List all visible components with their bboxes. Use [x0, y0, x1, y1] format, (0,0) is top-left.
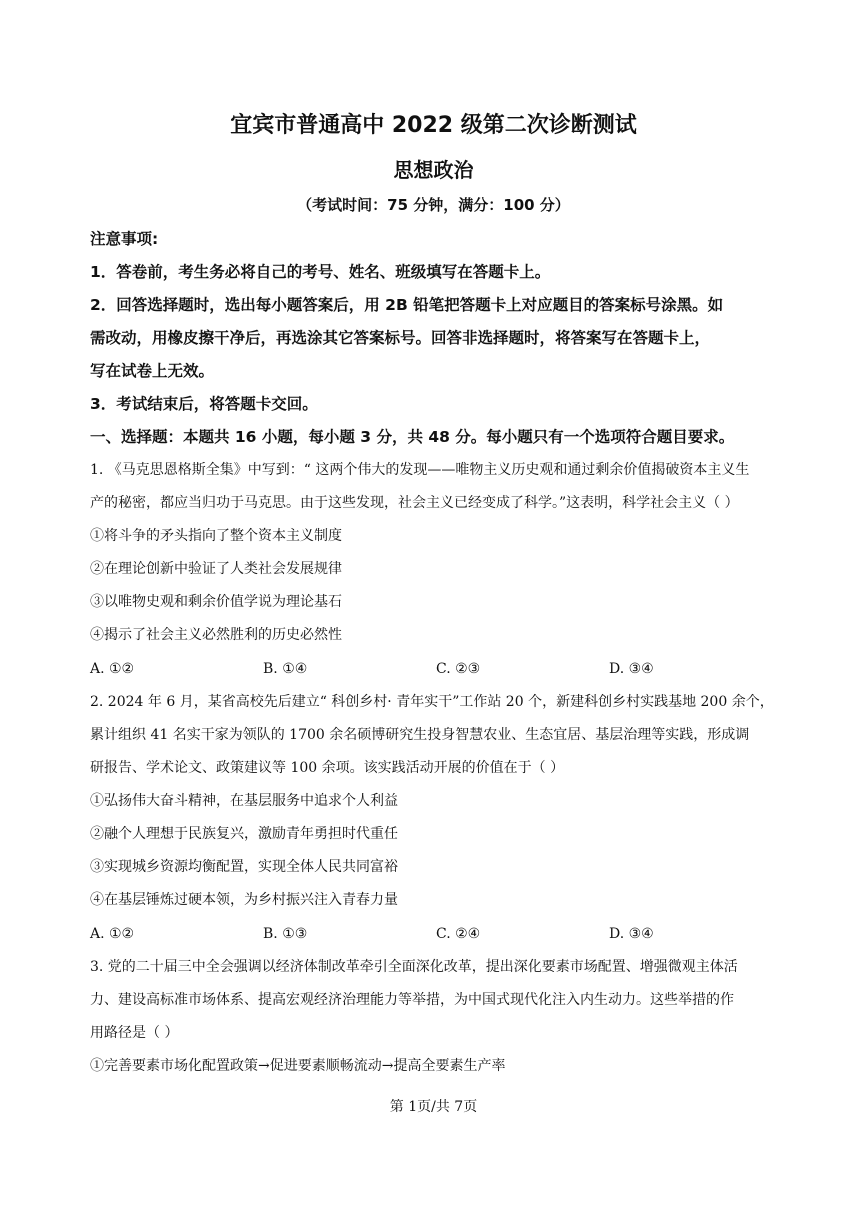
notice-heading: 注意事项: — [90, 230, 159, 248]
notice-item: 3．考试结束后，将答题卡交回。 — [90, 395, 318, 413]
question-statement: ①完善要素市场化配置政策→促进要素顺畅流动→提高全要素生产率 — [90, 1058, 506, 1074]
subject-title: 思想政治 — [393, 158, 474, 182]
question-statement: ③以唯物史观和剩余价值学说为理论基石 — [90, 594, 342, 610]
question-stem: 研报告、学术论文、政策建议等 100 余项。该实践活动开展的价值在于（ ） — [90, 760, 565, 776]
option-c: C. ②③ — [436, 661, 481, 677]
question-statement: ②在理论创新中验证了人类社会发展规律 — [90, 561, 342, 577]
notice-item: 1．答卷前，考生务必将自己的考号、姓名、班级填写在答题卡上。 — [90, 263, 551, 281]
question-statement: ④在基层锤炼过硬本领，为乡村振兴注入青春力量 — [90, 892, 398, 908]
notice-item: 写在试卷上无效。 — [90, 362, 215, 380]
question-stem: 用路径是（ ） — [90, 1025, 179, 1041]
option-d: D. ③④ — [609, 661, 654, 677]
question-statement: ④揭示了社会主义必然胜利的历史必然性 — [90, 627, 342, 643]
option-c: C. ②④ — [436, 926, 481, 942]
question-stem: 产的秘密，都应当归功于马克思。由于这些发现，社会主义已经变成了科学。”这表明，科学社会主义（ ） — [90, 495, 739, 511]
option-d: D. ③④ — [609, 926, 654, 942]
option-a: A. ①② — [90, 926, 135, 942]
question-statement: ①弘扬伟大奋斗精神，在基层服务中追求个人利益 — [90, 793, 398, 809]
question-stem: 1. 《马克思恩格斯全集》中写到：“ 这两个伟大的发现——唯物主义历史观和通过剩余价值揭破资本主义生 — [90, 462, 750, 478]
exam-info: （考试时间：75 分钟，满分：100 分） — [297, 196, 570, 214]
question-stem: 力、建设高标准市场体系、提高宏观经济治理能力等举措，为中国式现代化注入内生动力。这些举措的作 — [90, 992, 734, 1008]
question-statement: ①将斗争的矛头指向了整个资本主义制度 — [90, 528, 342, 544]
notice-item: 2．回答选择题时，选出每小题答案后，用 2B 铅笔把答题卡上对应题目的答案标号涂黑。如 — [90, 296, 724, 314]
option-b: B. ①④ — [263, 661, 308, 677]
page-number: 第 1页/共 7页 — [389, 1099, 478, 1115]
option-a: A. ①② — [90, 661, 135, 677]
exam-title: 宜宾市普通高中 2022 级第二次诊断测试 — [230, 113, 637, 138]
question-statement: ②融个人理想于民族复兴，激励青年勇担时代重任 — [90, 826, 398, 842]
question-stem: 累计组织 41 名实干家为领队的 1700 余名硕博研究生投身智慧农业、生态宜居、基层治理等实践，形成调 — [90, 727, 750, 743]
notice-item: 需改动，用橡皮擦干净后，再选涂其它答案标号。回答非选择题时，将答案写在答题卡上， — [90, 329, 711, 347]
question-stem: 2. 2024 年 6 月，某省高校先后建立“ 科创乡村· 青年实干”工作站 20 个，新建科创乡村实践基地 200 余个， — [90, 694, 774, 710]
option-b: B. ①③ — [263, 926, 308, 942]
question-statement: ③实现城乡资源均衡配置，实现全体人民共同富裕 — [90, 859, 398, 875]
question-stem: 3. 党的二十届三中全会强调以经济体制改革牵引全面深化改革，提出深化要素市场配置、增强微观主体活 — [90, 959, 738, 975]
section-heading: 一、选择题：本题共 16 小题，每小题 3 分，共 48 分。每小题只有一个选项符合题目要求。 — [90, 428, 735, 446]
